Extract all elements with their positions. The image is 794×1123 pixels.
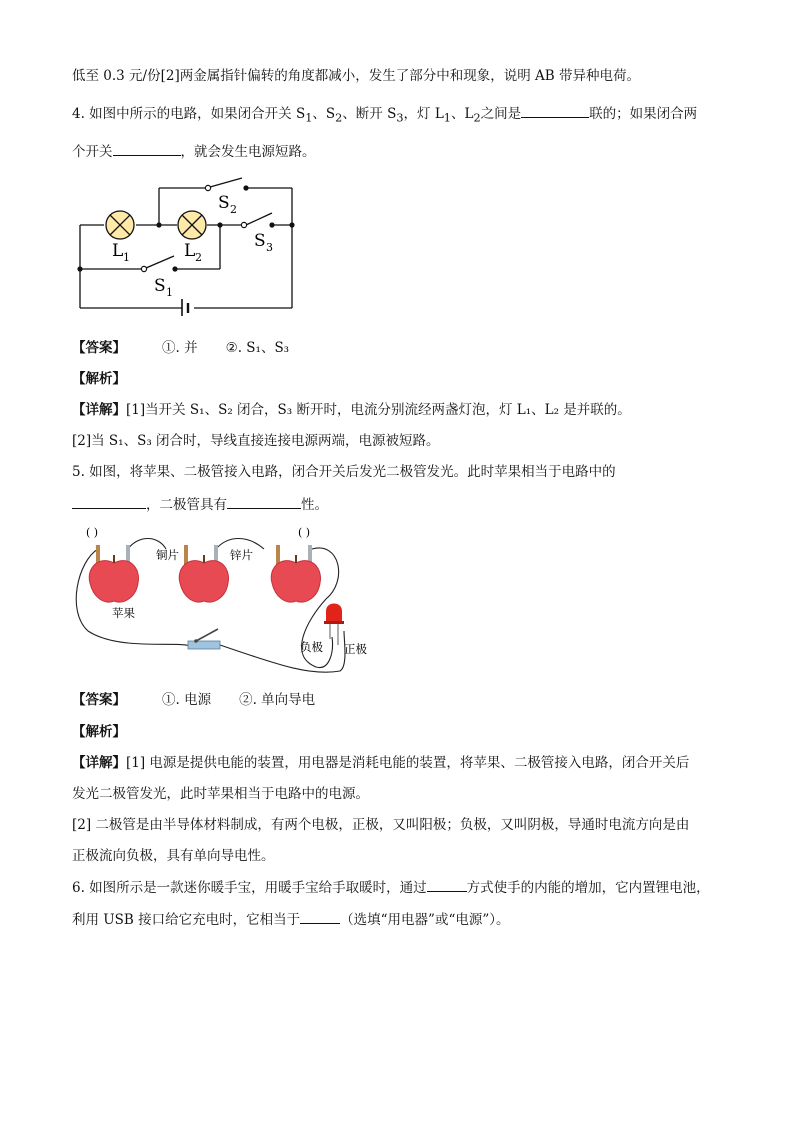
q4-text: 之间是	[480, 106, 522, 122]
label-l1-sub: 1	[123, 251, 130, 264]
q5-apple-battery-diagram	[68, 521, 388, 681]
paren-right: ( )	[298, 526, 311, 539]
led-icon	[324, 604, 344, 646]
q6-text: （选填“用电器”或“电源”）。	[340, 912, 510, 928]
label-s3-sub: 3	[266, 241, 273, 254]
q4-detail-2: [2]当 S₁、S₃ 闭合时，导线直接连接电源两端，电源被短路。	[72, 433, 440, 449]
q4-stem-line2	[72, 141, 732, 162]
label-s2: S	[218, 193, 230, 213]
q5-detail-1a	[72, 753, 732, 773]
label-s3: S	[254, 231, 266, 251]
label-positive: 正极	[344, 642, 367, 656]
q4-answer	[72, 338, 732, 358]
sub: 2	[335, 111, 343, 125]
q4-stem-line1	[72, 103, 732, 129]
detail-text: [1] 电源是提供电能的装置，用电器是消耗电能的装置，将苹果、二极管接入电路，闭合开关后	[126, 755, 690, 771]
q5-detail-2a: [2] 二极管是由半导体材料制成，有两个电极，正极，又叫阳极；负极，又叫阴极，导通时电流方向是由	[72, 817, 690, 833]
label-s1: S	[154, 276, 166, 296]
answer-2: ②. 单向导电	[239, 692, 316, 708]
answer-blank[interactable]	[227, 494, 301, 509]
sub: 2	[473, 111, 481, 125]
answer-1: ①. 电源	[162, 692, 212, 708]
q4-detail-1	[72, 400, 732, 420]
q4-text: ，就会发生电源短路。	[180, 144, 316, 160]
q4-text: 4. 如图中所示的电路，如果闭合开关 S	[72, 106, 306, 122]
answer-blank[interactable]	[521, 103, 589, 118]
label-l1: L	[112, 241, 124, 261]
q4-text: 、S	[312, 106, 336, 122]
answer-1: ①. 并	[162, 340, 198, 356]
q6-stem-line2	[72, 909, 732, 930]
detail-tag: 【详解】	[72, 402, 126, 418]
detail-text: [1]当开关 S₁、S₂ 闭合，S₃ 断开时，电流分别流经两盏灯泡，灯 L₁、L₂ 是并联的。	[126, 402, 631, 418]
knife-switch-icon	[188, 629, 220, 649]
answer-tag: 【答案】	[72, 340, 126, 356]
label-apple: 苹果	[112, 606, 135, 620]
q4-text: 、L	[450, 106, 474, 122]
label-s1-sub: 1	[166, 286, 173, 299]
q5-detail-1b: 发光二极管发光，此时苹果相当于电路中的电源。	[72, 786, 369, 802]
q6-stem-line1	[72, 877, 732, 898]
detail-tag: 【详解】	[72, 755, 126, 771]
q5-text: ，二极管具有	[146, 497, 227, 513]
q5-detail-2b: 正极流向负极，具有单向导电性。	[72, 848, 275, 864]
q5-text: 性。	[301, 497, 328, 513]
label-l2: L	[184, 241, 196, 261]
paren-left: ( )	[86, 526, 99, 539]
label-copper: 铜片	[156, 548, 179, 562]
answer-blank[interactable]	[113, 141, 181, 156]
sub: 1	[443, 111, 451, 125]
sub: 1	[305, 111, 313, 125]
q4-analysis-tag: 【解析】	[72, 371, 126, 387]
q4-circuit-diagram	[70, 176, 305, 316]
answer-2: ②. S₁、S₃	[225, 340, 290, 356]
q6-text: 6. 如图所示是一款迷你暖手宝，用暖手宝给手取暖时，通过	[72, 880, 427, 896]
text-line-prev-answer: 低至 0.3 元/份[2]两金属指针偏转的角度都减小，发生了部分中和现象，说明 AB 带异种电荷。	[72, 68, 640, 84]
q4-text: 个开关	[72, 144, 113, 160]
q5-stem-line2	[72, 494, 732, 515]
q6-text: 方式使手的内能的增加，它内置锂电池，	[466, 880, 710, 896]
q5-stem-line1: 5. 如图，将苹果、二极管接入电路，闭合开关后发光二极管发光。此时苹果相当于电路中的	[72, 464, 616, 480]
q4-text: 、断开 S	[342, 106, 397, 122]
q5-answer	[72, 690, 732, 710]
q4-text: 联的；如果闭合两	[589, 106, 698, 122]
label-negative: 负极	[300, 640, 323, 654]
label-l2-sub: 2	[195, 251, 202, 264]
sub: 3	[396, 111, 404, 125]
q6-text: 利用 USB 接口给它充电时，它相当于	[72, 912, 301, 928]
q5-analysis-tag: 【解析】	[72, 724, 126, 740]
q4-text: ，灯 L	[403, 106, 444, 122]
answer-blank[interactable]	[427, 877, 467, 892]
answer-tag: 【答案】	[72, 692, 126, 708]
answer-blank[interactable]	[300, 909, 340, 924]
answer-blank[interactable]	[72, 494, 146, 509]
label-zinc: 锌片	[230, 548, 253, 562]
label-s2-sub: 2	[230, 203, 237, 216]
